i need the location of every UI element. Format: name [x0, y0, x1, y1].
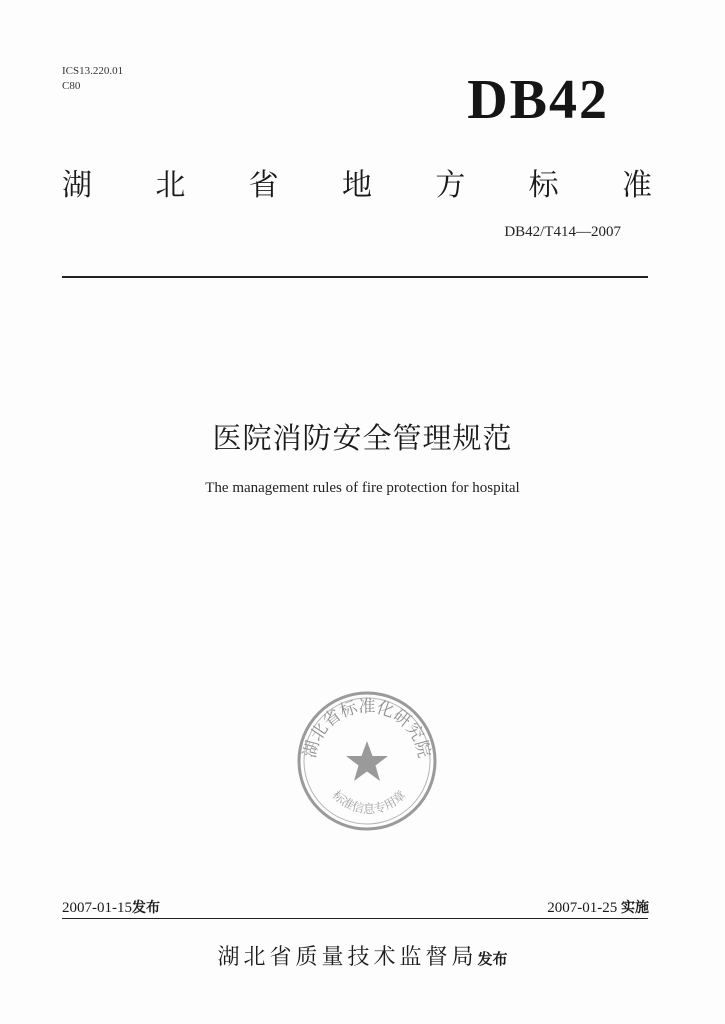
title-chinese: 医院消防安全管理规范: [212, 421, 513, 455]
effective-date-value: 2007-01-25: [547, 900, 618, 916]
issue-date-label: 发布: [132, 900, 160, 916]
issue-date-value: 2007-01-15: [62, 900, 132, 916]
ccs-code: C80: [62, 80, 81, 92]
issuer-name: 湖北省质量技术监督局: [217, 945, 478, 970]
effective-date: [547, 897, 649, 917]
title-english: The management rules of fire protection for hospital: [205, 480, 520, 496]
star-icon: [346, 741, 388, 781]
standard-type-char: 方: [435, 168, 466, 203]
standard-type-char: 北: [155, 168, 186, 203]
seal-bottom-text: 标准信息专用章: [329, 787, 409, 817]
effective-date-label: 实施: [621, 900, 649, 916]
classification-codes: [62, 64, 123, 94]
standard-type-char: 湖: [62, 168, 92, 203]
standard-type-char: 准: [621, 168, 652, 203]
footer-divider: [62, 918, 648, 919]
ics-code: ICS13.220.01: [62, 65, 124, 77]
official-seal: [292, 686, 442, 836]
standard-code: DB42: [467, 69, 609, 131]
standard-type-char: 地: [341, 168, 372, 203]
issuing-authority: [0, 940, 725, 971]
issuer-suffix: 发布: [477, 950, 508, 968]
issue-date: [62, 897, 160, 917]
seal-text: 湖北省标准化研究院: [300, 696, 434, 760]
standard-type-heading: [62, 160, 652, 204]
standard-number: DB42/T414—2007: [504, 224, 621, 240]
header-divider: [62, 276, 648, 278]
standard-type-char: 省: [248, 168, 279, 203]
standard-type-char: 标: [528, 168, 559, 203]
